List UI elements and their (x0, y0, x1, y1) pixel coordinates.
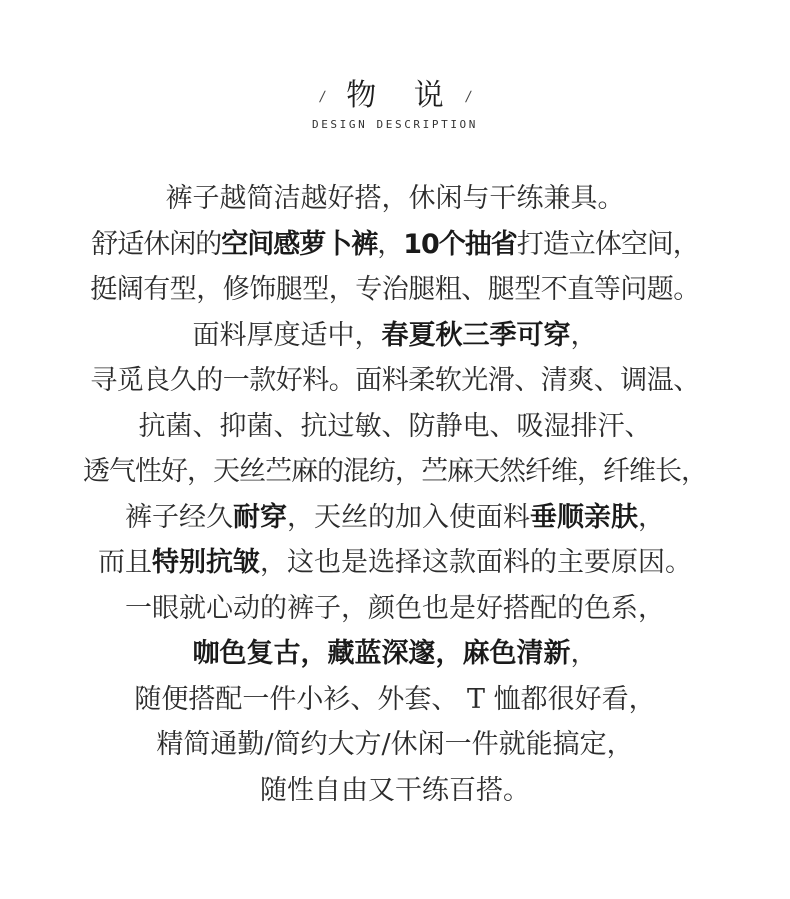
description-line-2 (0, 222, 790, 268)
text-segment: 随便搭配一件小衫、外套、 T 恤都很好看， (134, 683, 656, 715)
highlight-segment: 10个抽省 (403, 228, 517, 260)
right-slash-mark: / (464, 89, 472, 105)
text-segment: 精简通勤/简约大方/休闲一件就能搞定， (156, 729, 634, 760)
text-segment: 一眼就心动的裤子，颜色也是好搭配的色系， (125, 592, 665, 624)
highlight-segment: 空间感萝卜裤 (221, 228, 378, 260)
description-line-12 (0, 677, 790, 723)
text-segment: ， (638, 501, 665, 533)
highlight-segment: 春夏秋三季可穿 (381, 319, 571, 351)
text-segment: 打造立体空间， (516, 228, 699, 260)
text-segment: 透气性好，天丝苎麻的混纺，苎麻天然纤维，纤维长， (83, 456, 707, 487)
description-line-5 (0, 358, 790, 404)
highlight-segment: 垂顺亲肤 (530, 501, 638, 533)
description-line-6 (0, 404, 790, 450)
description-line-9 (0, 540, 790, 586)
section-header (0, 72, 790, 131)
description-line-8 (0, 495, 790, 541)
description-line-3 (0, 267, 790, 313)
description-line-13 (0, 722, 790, 768)
text-segment: 裤子越简洁越好搭，休闲与干练兼具。 (165, 183, 625, 214)
highlight-segment: 咖色复古，藏蓝深邃，麻色清新 (192, 638, 571, 669)
text-segment: 挺阔有型，修饰腿型，专治腿粗、腿型不直等问题。 (90, 274, 700, 305)
highlight-segment: 耐穿 (233, 501, 287, 533)
text-segment: 寻觅良久的一款好料。面料柔软光滑、清爽、调温、 (90, 365, 700, 396)
text-segment: 舒适休闲的 (91, 228, 222, 260)
text-segment: ，天丝的加入使面料 (287, 501, 530, 533)
description-line-7 (0, 449, 790, 495)
text-segment: 随性自由又干练百搭。 (260, 774, 530, 806)
text-segment: ，这也是选择这款面料的主要原因。 (260, 547, 692, 578)
text-segment: ， (570, 319, 598, 351)
highlight-segment: 特别抗皱 (152, 547, 260, 578)
description-line-11 (0, 631, 790, 677)
description-body (0, 176, 790, 813)
section-title: 物 说 (346, 78, 458, 113)
description-line-14 (0, 768, 790, 814)
text-segment: 面料厚度适中， (192, 319, 382, 351)
text-segment: ， (570, 638, 598, 669)
text-segment: 裤子经久 (125, 501, 233, 533)
description-line-10 (0, 586, 790, 632)
text-segment: ， (377, 228, 404, 260)
left-slash-mark: / (318, 89, 326, 105)
description-line-1 (0, 176, 790, 222)
text-segment: 而且 (98, 547, 152, 578)
description-line-4 (0, 313, 790, 359)
title-row (0, 72, 790, 112)
section-subtitle: DESIGN DESCRIPTION (311, 118, 478, 131)
text-segment: 抗菌、抑菌、抗过敏、防静电、吸湿排汗、 (138, 410, 652, 442)
